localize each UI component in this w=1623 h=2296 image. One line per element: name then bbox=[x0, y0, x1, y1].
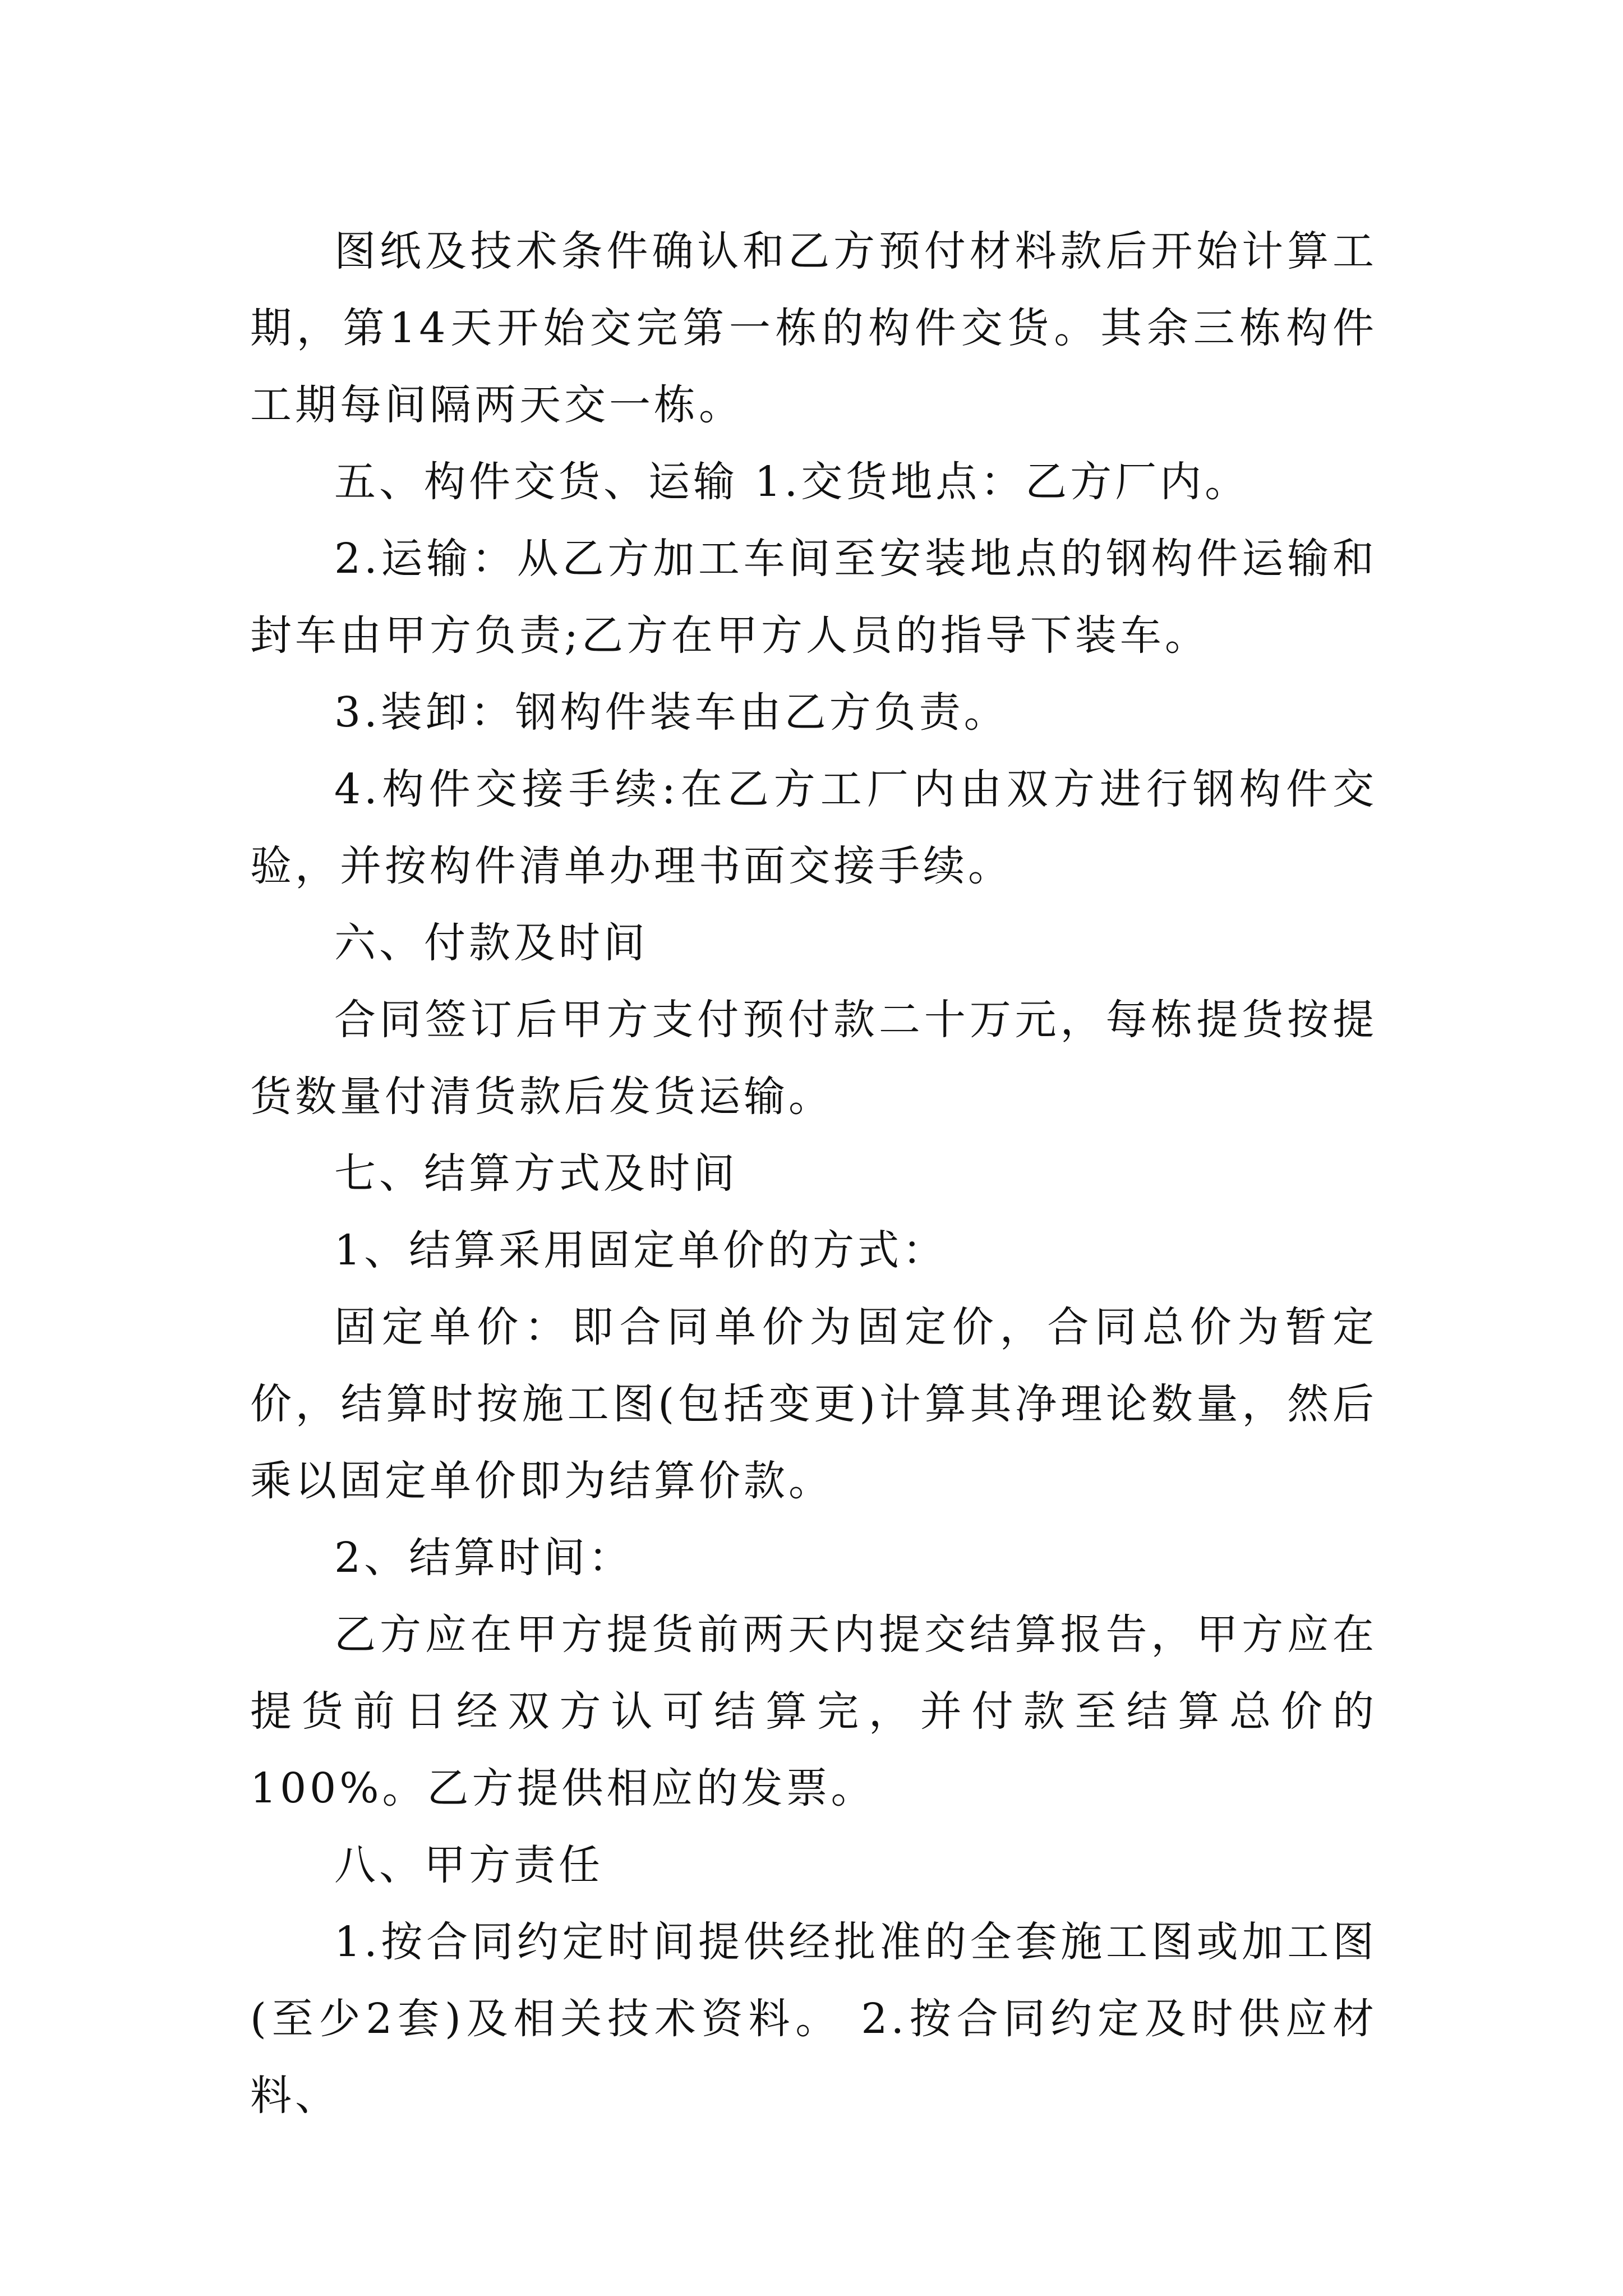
paragraph-party-a-duties: 1.按合同约定时间提供经批准的全套施工图或加工图(至少2套)及相关技术资料。 2.按合同约定及时供应材料、 bbox=[250, 1918, 1377, 2120]
paragraph-party-a-heading: 八、甲方责任 bbox=[334, 1841, 603, 1889]
paragraph-delivery-heading: 五、构件交货、运输 1.交货地点：乙方厂内。 bbox=[334, 458, 1250, 506]
paragraph-payment: 合同签订后甲方支付预付款二十万元，每栋提货按提货数量付清货款后发货运输。 bbox=[250, 996, 1377, 1121]
paragraph-settlement-heading: 七、结算方式及时间 bbox=[334, 1149, 738, 1198]
paragraph-fixed-price: 固定单价：即合同单价为固定价，合同总价为暂定价，结算时按施工图(包括变更)计算其净理论数量，然后乘以固定单价即为结算价款。 bbox=[250, 1303, 1377, 1505]
paragraph-loading: 3.装卸：钢构件装车由乙方负责。 bbox=[334, 688, 1009, 737]
paragraph-schedule: 图纸及技术条件确认和乙方预付材料款后开始计算工期，第14天开始交完第一栋的构件交货。其余三栋构件工期每间隔两天交一栋。 bbox=[250, 227, 1377, 429]
paragraph-transport: 2.运输：从乙方加工车间至安装地点的钢构件运输和封车由甲方负责;乙方在甲方人员的指导下装车。 bbox=[250, 535, 1377, 660]
paragraph-settlement-method: 1、结算采用固定单价的方式： bbox=[334, 1226, 948, 1274]
paragraph-settlement-time: 2、结算时间： bbox=[334, 1534, 634, 1582]
paragraph-settlement-report: 乙方应在甲方提货前两天内提交结算报告，甲方应在提货前日经双方认可结算完，并付款至结算总价的100%。乙方提供相应的发票。 bbox=[250, 1611, 1377, 1812]
paragraph-handover: 4.构件交接手续:在乙方工厂内由双方进行钢构件交验，并按构件清单办理书面交接手续。 bbox=[250, 765, 1377, 890]
document-body bbox=[250, 213, 1377, 2134]
paragraph-payment-heading: 六、付款及时间 bbox=[334, 919, 648, 967]
